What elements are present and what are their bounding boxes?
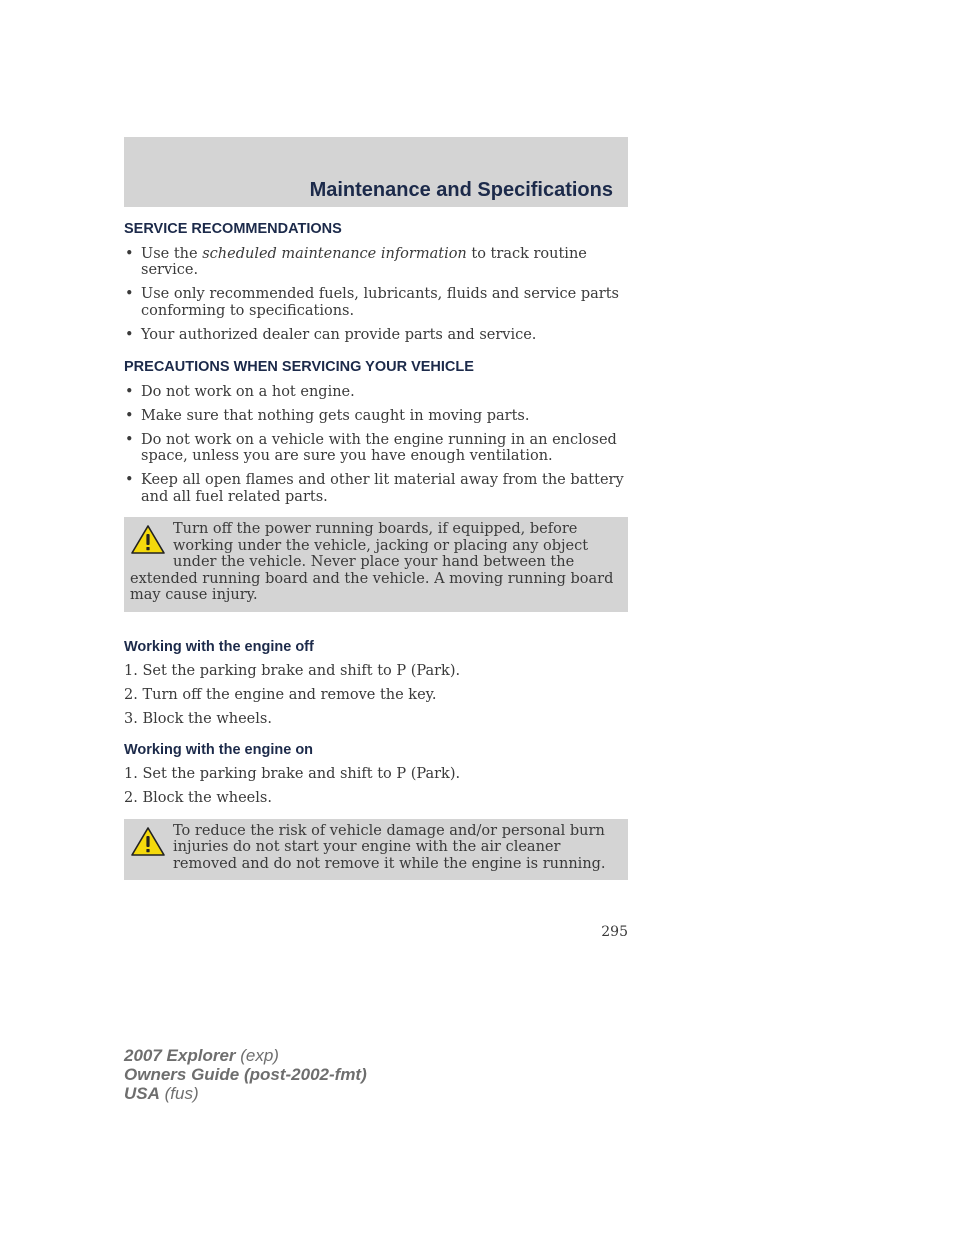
section-header-band — [124, 137, 628, 207]
page-content — [124, 220, 628, 880]
engine-on-heading: Working with the engine on — [124, 741, 314, 758]
section-title: Maintenance and Specifications — [309, 179, 613, 201]
list-item: • Do not work on a hot engine. — [125, 383, 355, 400]
scheduled-maintenance-reference: scheduled maintenance information — [202, 245, 467, 262]
engine-off-steps — [124, 663, 628, 728]
warning-triangle-icon — [130, 826, 166, 858]
list-item: • Make sure that nothing gets caught in moving parts. — [125, 407, 530, 424]
warning-text: Turn off the power running boards, if equipped, before working under the vehicle, jacking or placing any object under the vehicle. Never place your hand between the extended running board and the vehicle. A moving running board may cause injury. — [130, 521, 614, 603]
list-item: • Do not work on a vehicle with the engine running in an enclosed space, unless you are sure you have enough ventilation. — [125, 431, 617, 464]
list-item: 1. Set the parking brake and shift to P (Park). — [124, 766, 461, 782]
precautions-heading: PRECAUTIONS WHEN SERVICING YOUR VEHICLE — [124, 359, 474, 375]
list-item: • Use the scheduled maintenance information to track routine service. — [125, 245, 587, 278]
list-item: 2. Turn off the engine and remove the key. — [124, 687, 437, 703]
page-number: 295 — [601, 924, 628, 940]
footer-line-market: USA (fus) — [124, 1084, 199, 1103]
air-cleaner-warning — [124, 819, 628, 881]
footer-line-guide: Owners Guide (post-2002-fmt) — [124, 1065, 367, 1084]
list-item: • Keep all open flames and other lit material away from the battery and all fuel related parts. — [125, 472, 624, 505]
list-item: • Your authorized dealer can provide parts and service. — [125, 326, 537, 343]
list-item: • Use only recommended fuels, lubricants, fluids and service parts conforming to specifications. — [125, 286, 619, 319]
warning-text: To reduce the risk of vehicle damage and/or personal burn injuries do not start your engine with the air cleaner removed and do not remove it while the engine is running. — [173, 822, 606, 872]
precautions-list — [124, 384, 628, 506]
warning-triangle-icon — [130, 524, 166, 556]
service-recommendations-list — [124, 246, 628, 344]
running-board-warning — [124, 517, 628, 612]
engine-on-steps — [124, 766, 628, 807]
list-item: 2. Block the wheels. — [124, 790, 272, 806]
list-item: 1. Set the parking brake and shift to P (Park). — [124, 663, 461, 679]
list-item: 3. Block the wheels. — [124, 711, 272, 727]
document-footer — [124, 1046, 367, 1103]
service-recommendations-heading: SERVICE RECOMMENDATIONS — [124, 221, 342, 237]
engine-off-heading: Working with the engine off — [124, 638, 314, 655]
footer-line-model: 2007 Explorer (exp) — [124, 1046, 279, 1065]
